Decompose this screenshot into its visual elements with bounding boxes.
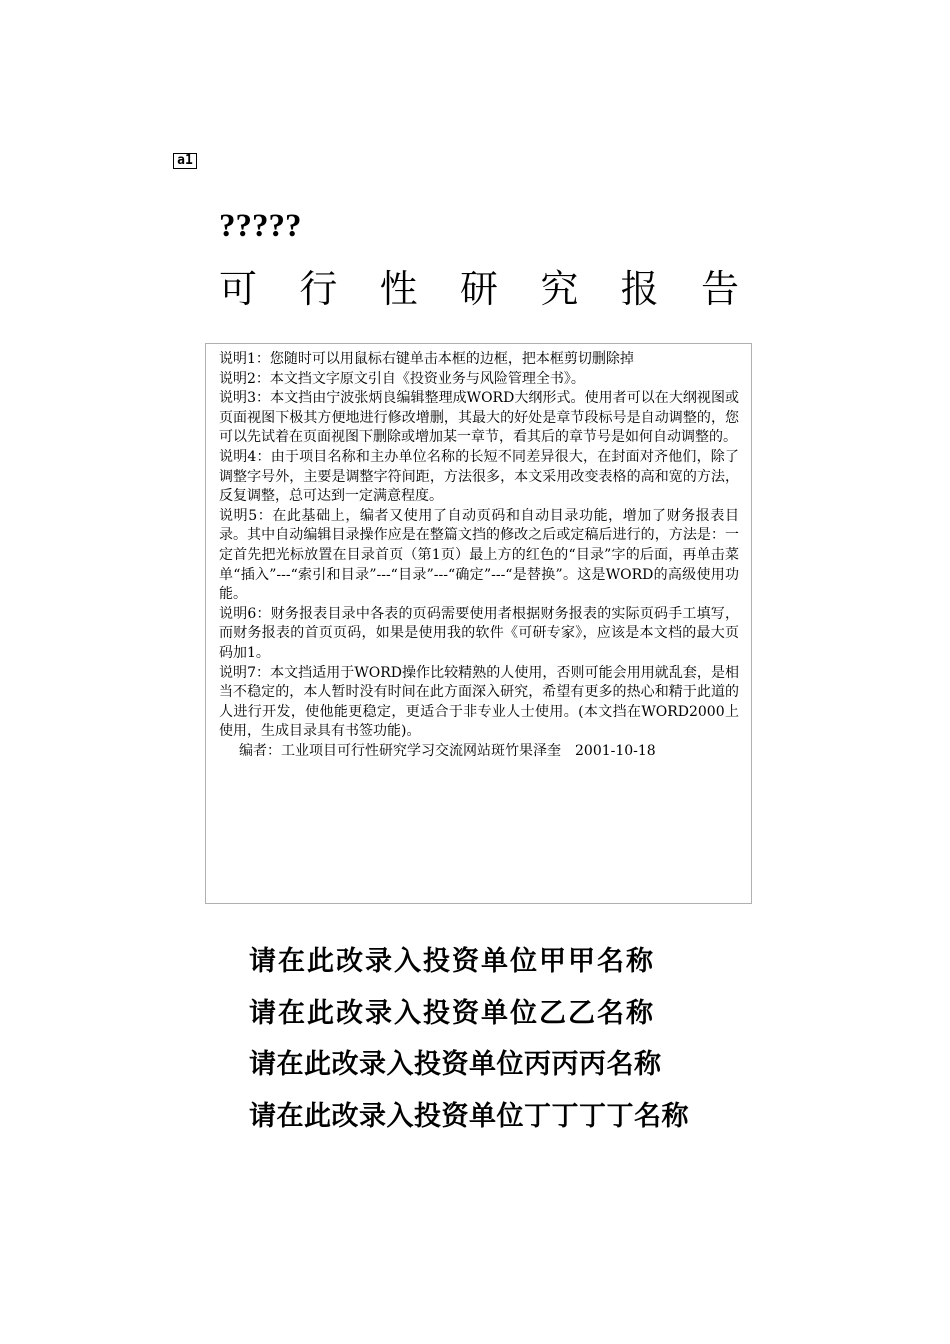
note-2: 说明2：本文挡文字原文引自《投资业务与风险管理全书》。 bbox=[219, 370, 585, 387]
title-char: 告 bbox=[700, 267, 739, 311]
title-char: 报 bbox=[620, 267, 659, 311]
note-3: 说明3：本文挡由宁波张炳良编辑整理成WORD大纲形式。使用者可以在大纲视图或页面视图下极其方便地进行修改增删，其最大的好处是章节段标号是自动调整的，您可以先试着在页面视图下删除或增加某一章节，看其后的章节号是如何自动调整的。 bbox=[219, 390, 739, 446]
instructions-text-box[interactable] bbox=[205, 343, 752, 904]
title-char: 可 bbox=[219, 267, 258, 311]
note-7: 说明7：本文挡适用于WORD操作比较精熟的人使用，否则可能会用用就乱套，是相当不稳定的，本人暂时没有时间在此方面深入研究，希望有更多的热心和精于此道的人进行开发，使他能更稳定，更适合于非专业人士使用。(本文挡在WORD2000上使用，生成目录具有书签功能)。 bbox=[219, 664, 739, 740]
title-char: 研 bbox=[459, 267, 498, 311]
investor-unit-c[interactable]: 请在此改录入投资单位丙丙丙名称 bbox=[249, 1049, 662, 1080]
investor-unit-b[interactable]: 请在此改录入投资单位乙乙名称 bbox=[249, 997, 655, 1029]
title-char: 究 bbox=[540, 267, 579, 311]
report-title bbox=[219, 264, 739, 314]
investor-unit-a[interactable]: 请在此改录入投资单位甲甲名称 bbox=[249, 946, 655, 977]
project-name-placeholder[interactable]: ????? bbox=[219, 208, 302, 244]
title-char: 性 bbox=[379, 267, 418, 311]
investor-unit-d[interactable]: 请在此改录入投资单位丁丁丁丁名称 bbox=[249, 1100, 689, 1132]
corner-tag: a1 bbox=[173, 153, 197, 169]
note-6: 说明6：财务报表目录中各表的页码需要使用者根据财务报表的实际页码手工填写，而财务报表的首页页码，如果是使用我的软件《可研专家》，应该是本文档的最大页码加1。 bbox=[219, 605, 739, 661]
note-5: 说明5：在此基础上，编者又使用了自动页码和自动目录功能，增加了财务报表目录。其中自动编辑目录操作应是在整篇文挡的修改之后或定稿后进行的，方法是：一定首先把光标放置在目录首页（第1页）最上方的红色的“目录”字的后面，再单击菜单“插入”---“索引和目录”---“目录”---“确定”---“是替换”。这是WORD的高级使用功能。 bbox=[219, 507, 739, 603]
note-4: 说明4：由于项目名称和主办单位名称的长短不同差异很大，在封面对齐他们，除了调整字号外，主要是调整字符间距，方法很多，本文采用改变表格的高和宽的方法，反复调整，总可达到一定满意程度。 bbox=[219, 448, 739, 505]
editor-signature: 编者：工业项目可行性研究学习交流网站斑竹果泽奎 2001-10-18 bbox=[239, 742, 656, 759]
note-1: 说明1：您随时可以用鼠标右键单击本框的边框，把本框剪切删除掉 bbox=[219, 351, 634, 367]
investor-units-list bbox=[249, 936, 709, 1142]
title-char: 行 bbox=[299, 267, 338, 311]
